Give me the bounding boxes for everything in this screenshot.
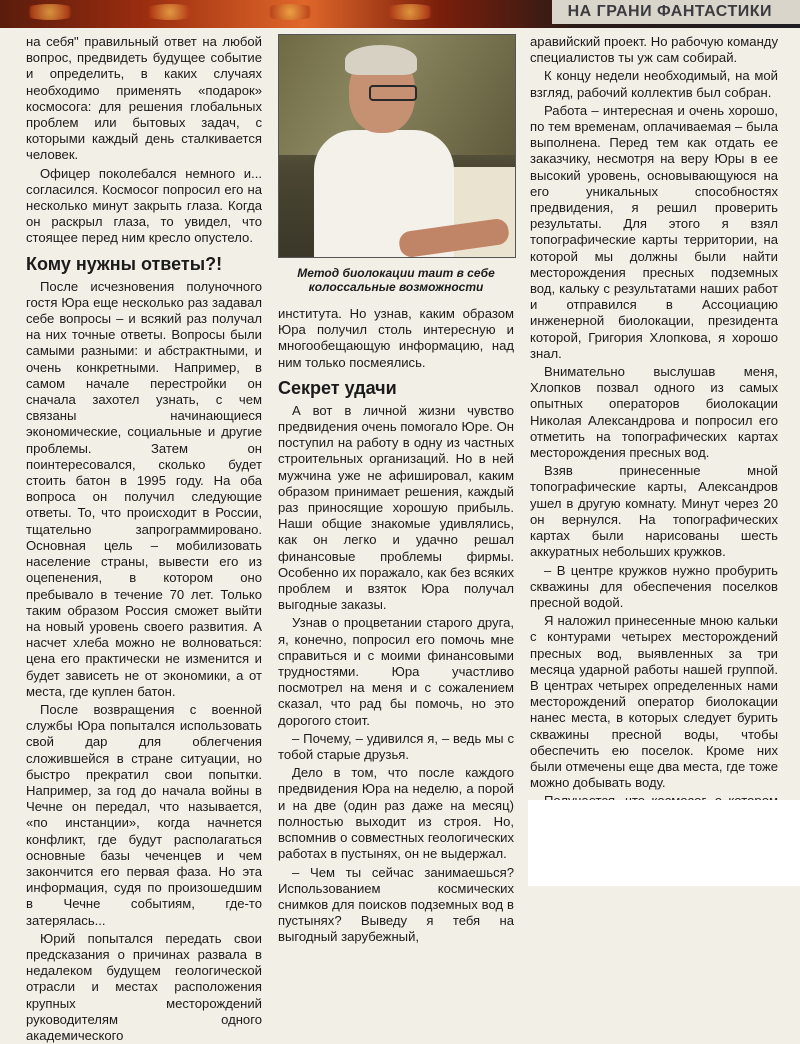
paragraph: К концу недели необходимый, на мой взгляд, рабочий коллектив был собран. — [530, 68, 778, 100]
paragraph: После исчезновения полуночного гостя Юра еще несколько раз задавал себе вопросы – и всякий раз получал на них точные ответы. Вопросы были самыми разными: и абстрактными, и очень конкретными. Например, в самом начале перестройки он сначала захотел узнать, с чем связаны начинающиеся экономические, социальные и другие проблемы. Затем он поинтересовался, сколько будет стоить батон в 1995 году. На оба вопроса он получил следующие ответы. То, что происходит в России, тщательно запрограммировано. Основная цель – мобилизовать население страны, вывести его из оцепенения, в котором оно пребывало в течение 70 лет. Только таким образом Россия сможет выйти на новый уровень своего развития. А насчет хлеба можно не волноваться: цена его практически не изменится и будет зависеть не от экономики, а от места, где куплен батон. — [26, 278, 262, 699]
article-photo — [278, 34, 516, 258]
paragraph: Я наложил принесенные мною кальки с контурами четырех месторождений пресных вод, выявленных за три месяца ударной работы нашей группой. В центрах четырех определенных нами месторождений оператор биолокации нанес места, в которых следует бурить скважины пресной воды, чтобы обеспечить ею поселок. Кроме них были отмечены еще два места, где тоже можно добывать воду. — [530, 613, 778, 791]
banner-ornament — [260, 4, 320, 20]
column-3 — [530, 34, 778, 864]
paragraph: Внимательно выслушав меня, Хлопков позвал одного из самых опытных операторов биолокации Николая Александрова и попросил его отметить на топографических картах месторождения пресных вод. — [530, 364, 778, 461]
banner-ornament — [140, 4, 200, 20]
subheading: Секрет удачи — [278, 377, 397, 398]
section-title: НА ГРАНИ ФАНТАСТИКИ — [552, 0, 800, 24]
paragraph: Работа – интересная и очень хорошо, по тем временам, оплачиваемая – была выполнена. Перед тем как отдать ее заказчику, несмотря на веру Юры в ее высокий уровень, основывающуюся на его уникальных способностях предвидения, я решил проверить результаты. Для этого я взял топографические карты территории, на которой мы должны были найти месторождения пресных подземных вод, кальку с результатами наших работ и отправился в Ассоциацию инженерной биолокации, президента которой, Григория Хлопкова, я хорошо знал. — [530, 102, 778, 361]
blank-area — [528, 800, 800, 886]
paragraph: аравийский проект. Но рабочую команду специалистов ты уж сам собирай. — [530, 34, 778, 66]
photo-glasses — [369, 85, 417, 101]
paragraph: Узнав о процветании старого друга, я, конечно, попросил его помочь мне справиться и с моими финансовыми трудностями. Юра участливо посмотрел на меня и с сожалением сказал, что рад бы помочь, но это дорогого стоит. — [278, 615, 514, 728]
column-2 — [278, 34, 514, 946]
banner-ornament — [20, 4, 80, 20]
paragraph: – Чем ты сейчас занимаешься? Использованием космических снимков для поисков подземных вод в пустынях? Выведу я тебя на выгодный зарубежный, — [278, 864, 514, 945]
paragraph: на себя" правильный ответ на любой вопрос, предвидеть будущее событие и определить, в каких случаях необходимо применять «подарок» космосога: для решения глобальных проблем или бытовых задач, с которыми каждый день сталкивается человек. — [26, 34, 262, 163]
paragraph: Взяв принесенные мной топографические карты, Александров ушел в другую комнату. Минут через 20 он вернулся. На топографических картах были нарисованы шесть аккуратных небольших кружков. — [530, 463, 778, 560]
paragraph: А вот в личной жизни чувство предвидения очень помогало Юре. Он поступил на работу в одну из частных строительных организаций. Но в ней мужчина уже не афишировал, каким образом принимает решения, каждый раз приносящие хорошую прибыль. Наши общие знакомые удивлялись, как он легко и удачно решал финансовые проблемы фирмы. Особенно их поражало, как без всяких проблем и взяток Юра получал выгодные заказы. — [278, 402, 514, 613]
photo-person-hair — [345, 45, 417, 75]
paragraph: Офицер поколебался немного и... согласился. Космосог попросил его на несколько минут закрыть глаза. Когда он раскрыл глаза, то увидел, что стоящее перед ним кресло опустело. — [26, 165, 262, 246]
paragraph: Дело в том, что после каждого предвидения Юра на неделю, а порой и на две (один раз даже на месяц) полностью выходит из строя. Но, вспомнив о совместных геологических работах в пустынях, он не выдержал. — [278, 765, 514, 862]
paragraph: института. Но узнав, каким образом Юра получил столь интересную и многообещающую информацию, над ним только посмеялись. — [278, 306, 514, 370]
paragraph: После возвращения с военной службы Юра попытался использовать свой дар для облегчения сложившейся в стране ситуации, но быстро прекратил свои попытки. Например, за год до начала войны в Чечне он передал, что называется, «по инстанции», когда начнется конфликт, где будут располагаться основные базы чеченцев и чем закончится его первая фаза. Но эта информация, судя по произошедшим в Чечне событиям, где-то затерялась... — [26, 701, 262, 928]
photo-caption: Метод биолокации таит в себе колоссальные возможности — [297, 266, 495, 294]
subheading: Кому нужны ответы?! — [26, 253, 223, 274]
banner-ornament — [380, 4, 440, 20]
column-1 — [26, 34, 262, 1044]
paragraph: – В центре кружков нужно пробурить скважины для обеспечения поселков пресной водой. — [530, 562, 778, 610]
paragraph: – Почему, – удивился я, – ведь мы с тобой старые друзья. — [278, 730, 514, 763]
top-banner — [0, 0, 800, 28]
paragraph: Юрий попытался передать свои предсказания о причинах развала в недалеком будущем геологической отрасли и местах расположения крупных месторождений руководителям одного академического — [26, 930, 262, 1043]
